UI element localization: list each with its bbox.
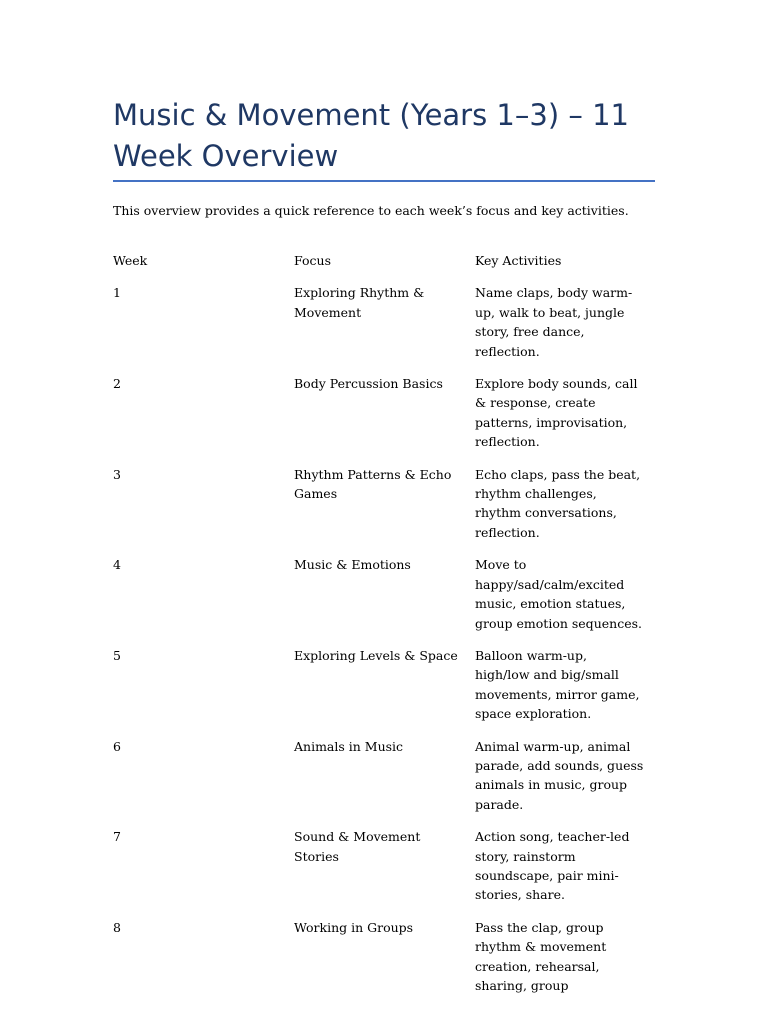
week-number: 5 [113, 647, 121, 663]
table-row [113, 555, 658, 633]
week-focus: Sound & Movement Stories [294, 829, 421, 864]
table-row [113, 283, 658, 361]
header-focus: Focus [294, 253, 331, 268]
table-row [113, 646, 658, 724]
week-activities: Animal warm-up, animal parade, add sounds, guess animals in music, group parade. [475, 738, 644, 812]
week-activities: Echo claps, pass the beat, rhythm challenges, rhythm conversations, reflection. [475, 466, 641, 540]
week-activities: Balloon warm-up, high/low and big/small movements, mirror game, space exploration. [475, 647, 640, 722]
table-row [113, 737, 658, 815]
week-focus: Exploring Rhythm & Movement [294, 285, 425, 320]
week-focus: Music & Emotions [294, 557, 411, 573]
week-activities: Name claps, body warm-up, walk to beat, jungle story, free dance, reflection. [475, 285, 633, 359]
table-row [113, 918, 658, 996]
week-number: 8 [113, 919, 121, 935]
week-focus: Working in Groups [294, 919, 414, 935]
week-focus: Exploring Levels & Space [294, 647, 458, 663]
table-row [113, 374, 658, 452]
header-key-activities: Key Activities [475, 253, 562, 268]
week-activities: Explore body sounds, call & response, create patterns, improvisation, reflection. [475, 376, 638, 450]
table-row [113, 827, 658, 905]
week-number: 3 [113, 466, 121, 482]
week-activities: Pass the clap, group rhythm & movement creation, rehearsal, sharing, group [475, 919, 607, 993]
header-week: Week [113, 253, 148, 268]
week-activities: Action song, teacher-led story, rainstorm soundscape, pair mini-stories, share. [475, 829, 630, 903]
table-row [113, 465, 658, 543]
week-number: 2 [113, 376, 121, 392]
intro-paragraph: This overview provides a quick reference to each week’s focus and key activities. [113, 203, 629, 218]
week-focus: Rhythm Patterns & Echo Games [294, 466, 452, 502]
page-title: Music & Movement (Years 1–3) – 11 Week Overview [113, 98, 629, 173]
week-number: 1 [113, 285, 121, 301]
week-number: 6 [113, 738, 121, 754]
week-activities: Move to happy/sad/calm/excited music, emotion statues, group emotion sequences. [475, 557, 642, 631]
week-number: 7 [113, 829, 121, 845]
week-focus: Animals in Music [294, 738, 404, 754]
week-number: 4 [113, 557, 121, 573]
overview-table [113, 251, 658, 1008]
title-divider [113, 180, 655, 182]
week-focus: Body Percussion Basics [294, 376, 443, 392]
table-header-row [113, 251, 658, 270]
